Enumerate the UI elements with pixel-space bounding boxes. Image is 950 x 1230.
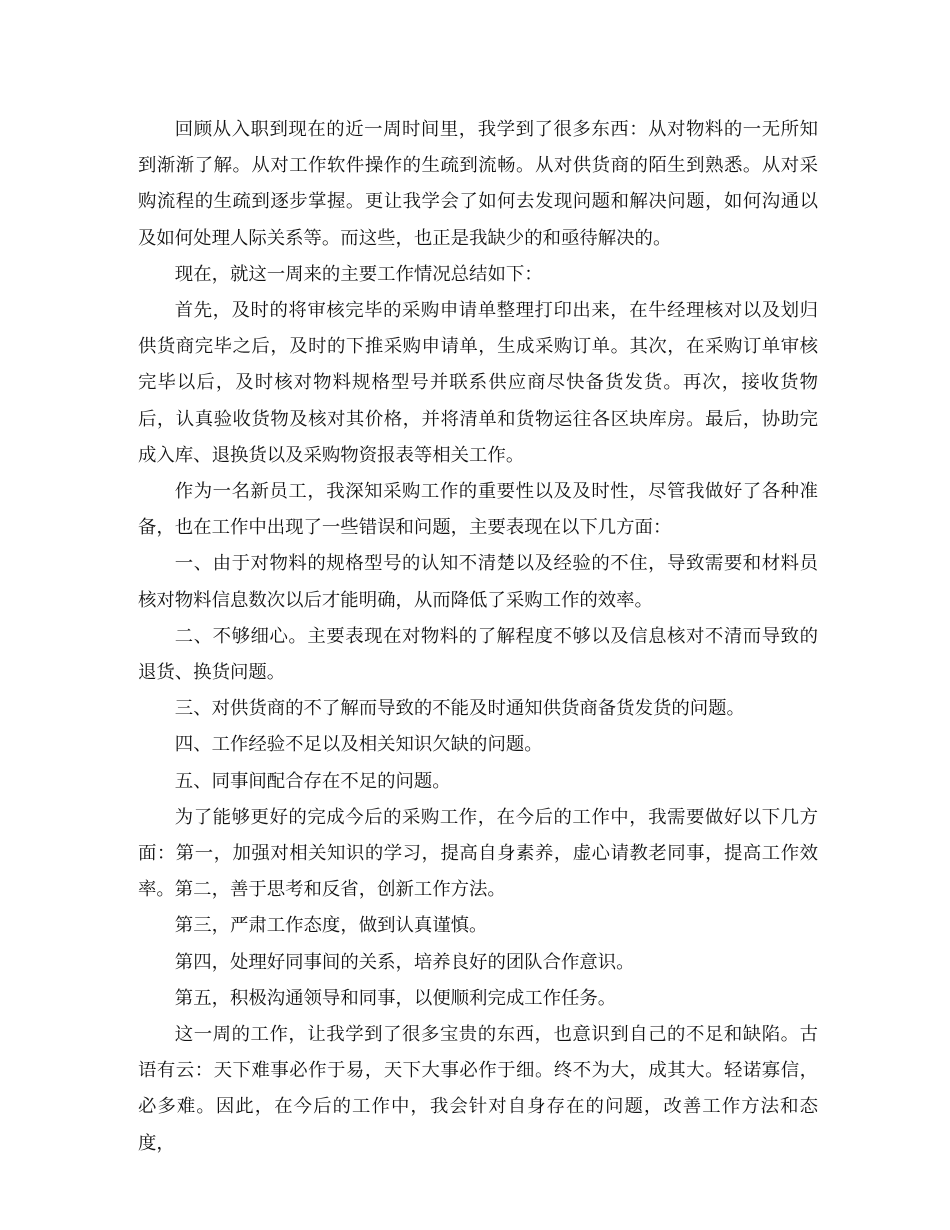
paragraph-problem-1: 一、由于对物料的规格型号的认知不清楚以及经验的不住，导致需要和材料员核对物料信息数次以后才能明确，从而降低了采购工作的效率。 [138, 553, 818, 611]
paragraph-improvement-3: 第三，严肃工作态度，做到认真谨慎。 [174, 915, 488, 937]
paragraph-problem-2: 二、不够细心。主要表现在对物料的了解程度不够以及信息核对不清而导致的退货、换货问题。 [138, 625, 818, 684]
paragraph-problems-intro: 作为一名新员工，我深知采购工作的重要性以及及时性，尽管我做好了各种准备，也在工作中出现了一些错误和问题，主要表现在以下几方面： [138, 481, 818, 539]
paragraph-problem-5: 五、同事间配合存在不足的问题。 [174, 770, 451, 792]
paragraph-conclusion: 这一周的工作，让我学到了很多宝贵的东西，也意识到自己的不足和缺陷。古语有云：天下难事必作于易，天下大事必作于细。终不为大，成其大。轻诺寡信，必多难。因此，在今后的工作中，我会针对自身存在的问题，改善工作方法和态度， [138, 1024, 818, 1154]
paragraph-problem-4: 四、工作经验不足以及相关知识欠缺的问题。 [174, 734, 543, 756]
paragraph-problem-3: 三、对供货商的不了解而导致的不能及时通知供货商备货发货的问题。 [174, 698, 745, 720]
paragraph-summary-intro: 现在，就这一周来的主要工作情况总结如下： [174, 263, 543, 285]
paragraph-review: 回顾从入职到现在的近一周时间里，我学到了很多东西：从对物料的一无所知到渐渐了解。从对工作软件操作的生疏到流畅。从对供货商的陌生到熟悉。从对采购流程的生疏到逐步掌握。更让我学会了如何去发现问题和解决问题，如何沟通以及如何处理人际关系等。而这些，也正是我缺少的和亟待解决的。 [138, 119, 818, 249]
paragraph-work-steps: 首先，及时的将审核完毕的采购申请单整理打印出来，在牛经理核对以及划归供货商完毕之后，及时的下推采购申请单，生成采购订单。其次，在采购订单审核完毕以后，及时核对物料规格型号并联系供应商尽快备货发货。再次，接收货物后，认真验收货物及核对其价格，并将清单和货物运往各区块库房。最后，协助完成入库、退换货以及采购物资报表等相关工作。 [138, 300, 818, 466]
paragraph-improvements: 为了能够更好的完成今后的采购工作，在今后的工作中，我需要做好以下几方面：第一，加强对相关知识的学习，提高自身素养，虚心请教老同事，提高工作效率。第二，善于思考和反省，创新工作方法。 [138, 806, 818, 901]
paragraph-improvement-4: 第四，处理好同事间的关系，培养良好的团队合作意识。 [174, 951, 635, 973]
document-body [138, 112, 818, 1162]
paragraph-improvement-5: 第五，积极沟通领导和同事，以便顺利完成工作任务。 [174, 987, 617, 1009]
